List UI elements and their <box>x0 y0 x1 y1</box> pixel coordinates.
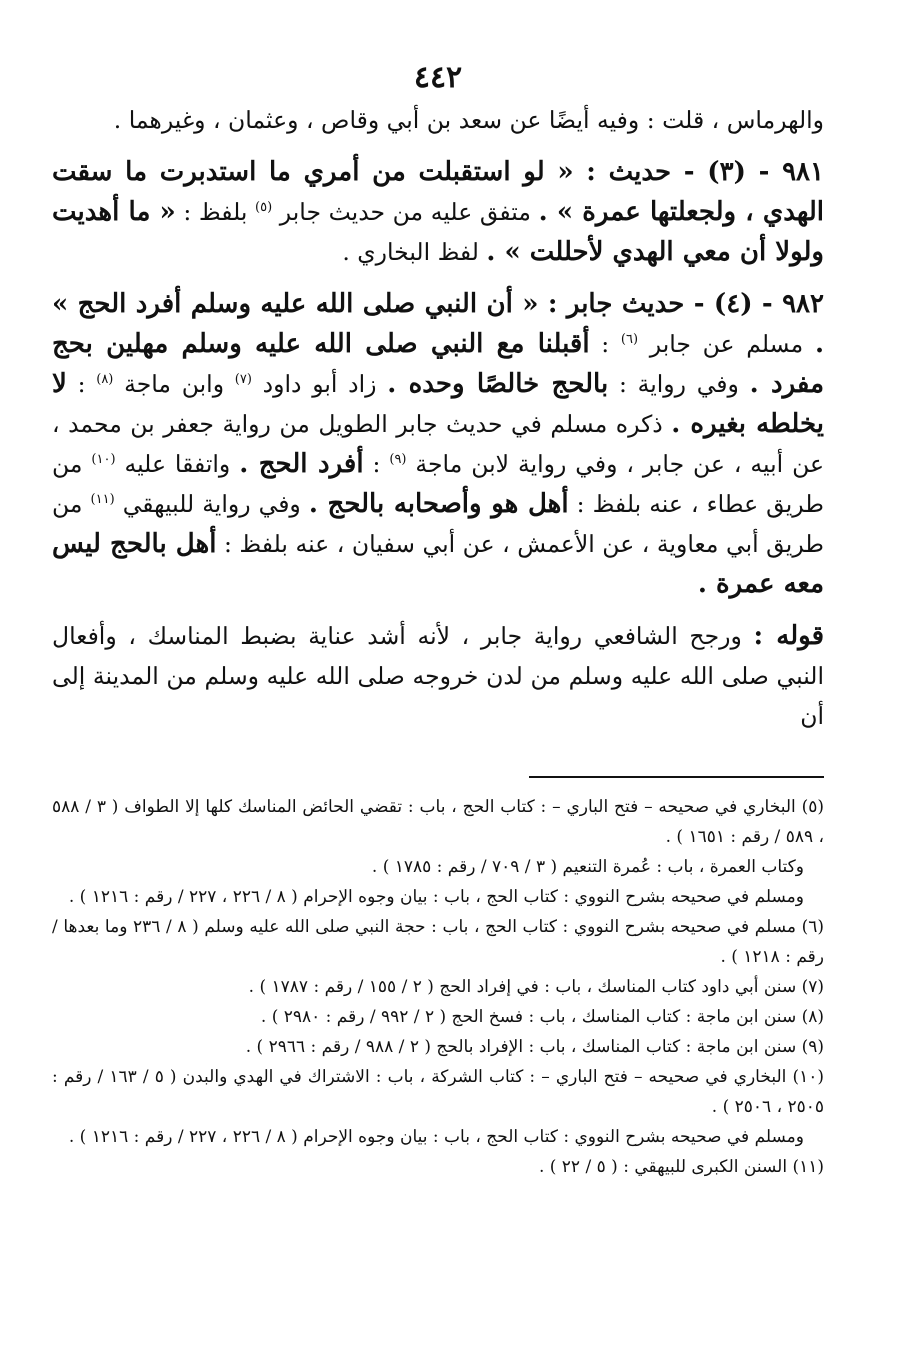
footnote-5-continuation: وكتاب العمرة ، باب : عُمرة التنعيم ( ٣ / ٧٠٩ / رقم : ١٧٨٥ ) . <box>371 857 804 877</box>
text-run: وفي رواية : <box>608 370 750 398</box>
footnote-11: (١١) السنن الكبرى للبيهقي : ( ٥ / ٢٢ ) . <box>538 1157 824 1177</box>
footnote-ref[interactable]: (١١) <box>90 492 115 508</box>
quoted-wording: أفرد الحج . <box>239 449 364 479</box>
quoted-wording: أهل بالحج ليس معه عمرة . <box>52 529 824 599</box>
footnote-10-continuation: ومسلم في صحيحه بشرح النووي : كتاب الحج ، باب : بيان وجوه الإحرام ( ٨ / ٢٢٦ ، ٢٢٧ / رقم : ١٢١٦ ) . <box>68 1127 804 1147</box>
text-run: واتفقا عليه <box>115 450 240 478</box>
text-run: : <box>66 370 97 398</box>
text-run: مسلم عن جابر <box>638 330 815 358</box>
footnote-ref[interactable]: (٧) <box>234 372 252 388</box>
text-run: وفي رواية للبيهقي <box>114 490 309 518</box>
footnote-ref[interactable]: (٥) <box>255 200 273 216</box>
quoted-wording: لا يخلطه بغيره . <box>52 369 824 439</box>
hadith-heading: ٩٨٢ - (٤) - حديث جابر : « أن النبي صلى الله عليه وسلم أفرد الحج » . <box>52 289 824 359</box>
quoted-wording: أقبلنا مع النبي صلى الله عليه وسلم مهلين بحج مفرد . <box>52 329 825 399</box>
footnote-ref[interactable]: (٨) <box>96 372 114 388</box>
text-run: : <box>363 450 390 478</box>
quoted-wording: بالحج خالصًا وحده . <box>387 369 609 399</box>
text-run: متفق عليه من حديث جابر <box>272 198 539 226</box>
footnote-ref[interactable]: (١٠) <box>91 452 116 468</box>
text-run: من طريق أبي معاوية ، عن الأعمش ، عن أبي سفيان ، عنه بلفظ : <box>52 490 824 558</box>
hadith-982 <box>52 284 824 604</box>
footnotes <box>52 792 824 1182</box>
footnote-9: (٩) سنن ابن ماجة : كتاب المناسك ، باب : الإفراد بالحج ( ٢ / ٩٨٨ / رقم : ٢٩٦٦ ) . <box>245 1037 824 1057</box>
quoted-wording: أهل هو وأصحابه بالحج . <box>308 489 569 519</box>
text-run: : <box>589 330 621 358</box>
footnote-5: (٥) البخاري في صحيحه – فتح الباري – : كتاب الحج ، باب : تقضي الحائض المناسك كلها إلا الطواف ( ٣ / ٥٨٨ ، ٥٨٩ / رقم : ١٦٥١ ) . <box>52 797 824 847</box>
text-run: ذكره مسلم في حديث جابر الطويل من رواية جعفر بن محمد ، عن أبيه ، عن جابر ، وفي رواية لابن ماجة <box>52 410 825 478</box>
commentary-label: قوله : <box>753 621 825 651</box>
paragraph-continuation <box>52 100 824 140</box>
hadith-981 <box>52 152 824 272</box>
main-text <box>52 100 824 736</box>
footnote-8: (٨) سنن ابن ماجة : كتاب المناسك ، باب : فسخ الحج ( ٢ / ٩٩٢ / رقم : ٢٩٨٠ ) . <box>260 1007 824 1027</box>
footnote-6: (٦) مسلم في صحيحه بشرح النووي : كتاب الحج ، باب : حجة النبي صلى الله عليه وسلم ( ٨ / ٢٣٦ وما بعدها / رقم : ١٢١٨ ) . <box>52 917 824 967</box>
text-run: بلفظ : <box>175 198 256 226</box>
page-number: ٤٤٢ <box>413 60 463 95</box>
text-run: والهرماس ، قلت : وفيه أيضًا عن سعد بن أبي وقاص ، وعثمان ، وغيرهما . <box>113 106 824 134</box>
commentary-paragraph <box>52 616 824 736</box>
quoted-wording: « ما أهديت ولولا أن معي الهدي لأحللت » . <box>52 197 824 267</box>
text-run: وابن ماجة <box>113 370 235 398</box>
footnote-10: (١٠) البخاري في صحيحه – فتح الباري – : كتاب الشركة ، باب : الاشتراك في الهدي والبدن ( ٥ / ١٦٣ / رقم : ٢٥٠٥ ، ٢٥٠٦ ) . <box>52 1067 824 1117</box>
footnote-7: (٧) سنن أبي داود كتاب المناسك ، باب : في إفراد الحج ( ٢ / ١٥٥ / رقم : ١٧٨٧ ) . <box>248 977 824 997</box>
text-run: زاد أبو داود <box>251 370 388 398</box>
footnote-divider <box>529 776 824 778</box>
footnote-5-continuation: ومسلم في صحيحه بشرح النووي : كتاب الحج ، باب : بيان وجوه الإحرام ( ٨ / ٢٢٦ ، ٢٢٧ / رقم : ١٢١٦ ) . <box>68 887 804 907</box>
hadith-heading: ٩٨١ - (٣) - حديث : « لو استقبلت من أمري ما استدبرت ما سقت الهدي ، ولجعلتها عمرة » . <box>52 157 824 227</box>
footnote-ref[interactable]: (٦) <box>620 332 639 348</box>
text-run: ورجح الشافعي رواية جابر ، لأنه أشد عناية بضبط المناسك ، وأفعال النبي صلى الله عليه وسلم من لدن خروجه صلى الله عليه وسلم من المدينة إلى أن <box>52 622 824 730</box>
footnote-ref[interactable]: (٩) <box>389 452 407 468</box>
text-run: لفظ البخاري . <box>342 238 487 266</box>
text-run: من طريق عطاء ، عنه بلفظ : <box>52 450 824 518</box>
